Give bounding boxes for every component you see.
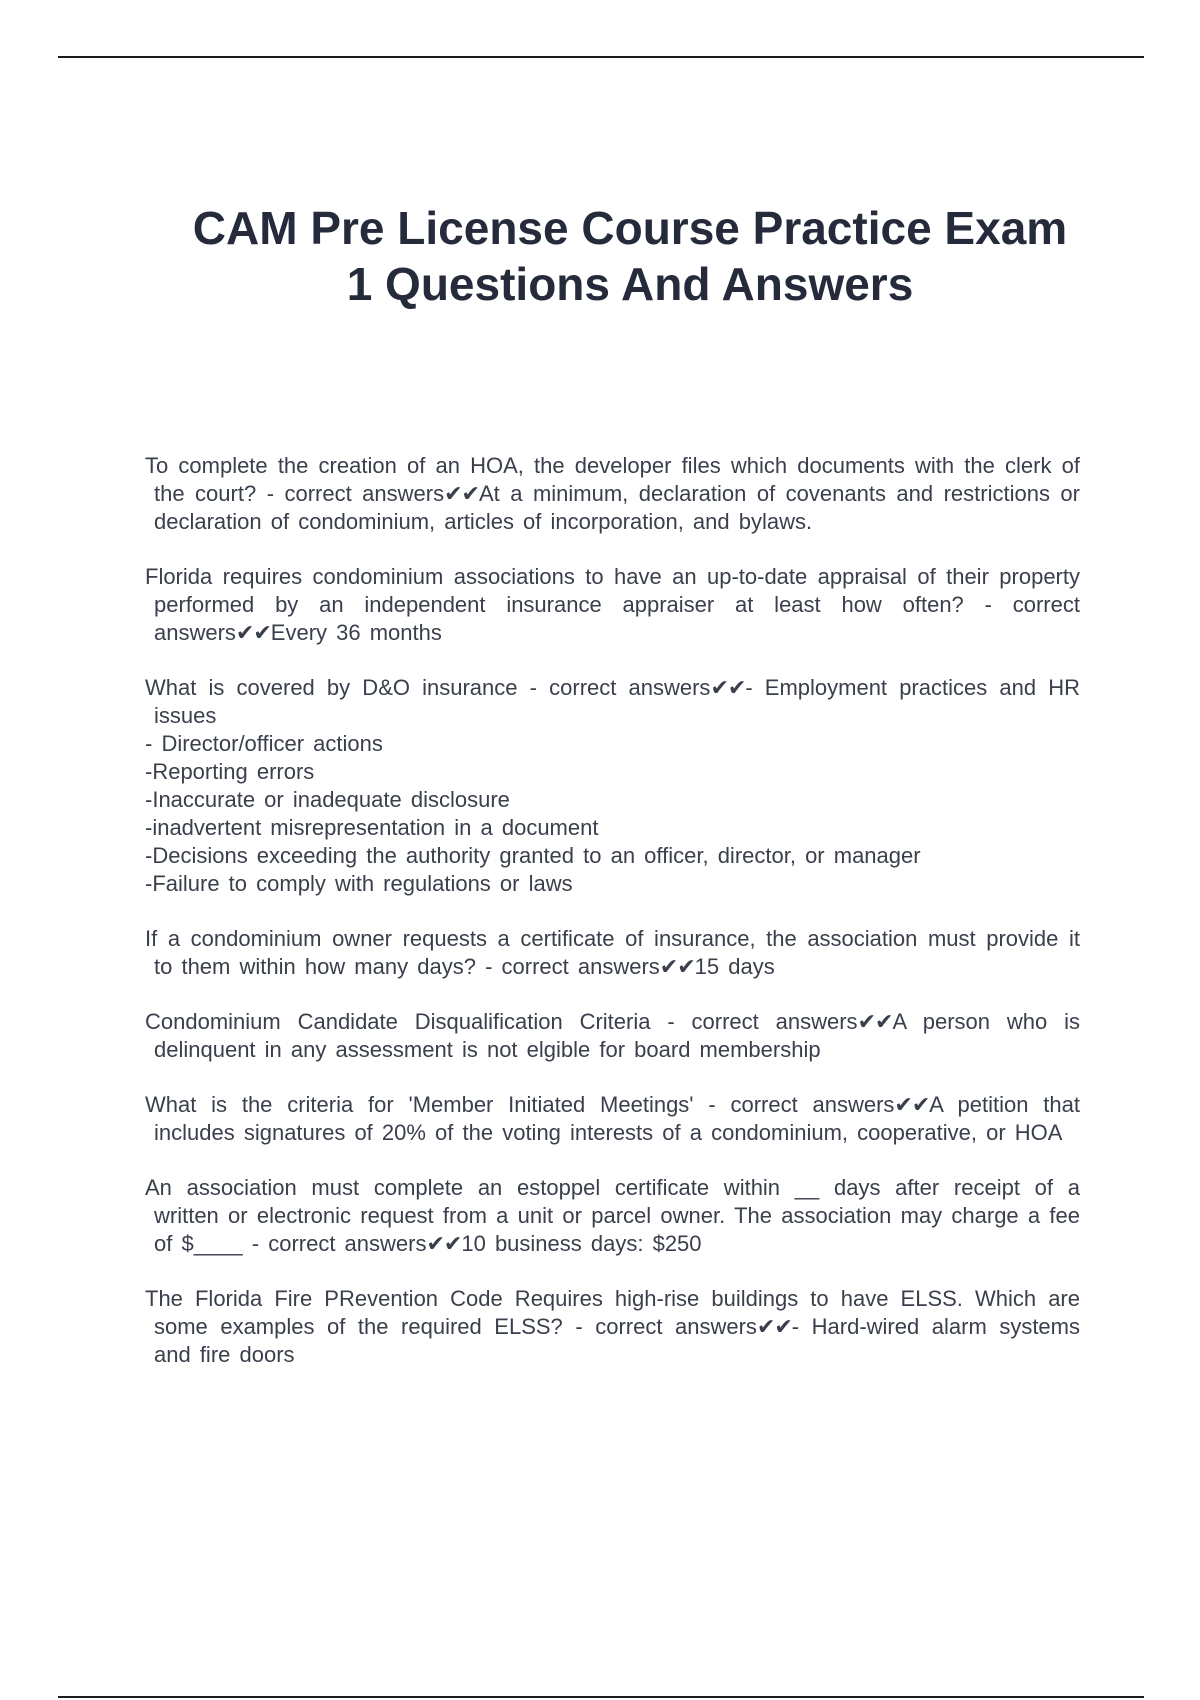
qa-item xyxy=(145,1174,1080,1258)
qa-item xyxy=(145,674,1080,898)
check-icon: ✔✔ xyxy=(235,620,271,645)
qa-item xyxy=(145,563,1080,647)
qa-item xyxy=(145,1285,1080,1369)
answer-marker: - correct answers xyxy=(251,1231,427,1256)
footer-rule xyxy=(58,1696,1144,1698)
qa-item xyxy=(145,452,1080,536)
check-icon: ✔✔ xyxy=(857,1009,893,1034)
answer-text: A person who is delinquent in any assessment is not elgible for board membership xyxy=(154,1009,1080,1062)
qa-paragraph xyxy=(145,1008,1080,1064)
answer-text: 10 business days: $250 xyxy=(461,1231,702,1256)
qa-paragraph xyxy=(145,674,1080,730)
answer-list-line: -Decisions exceeding the authority granted to an officer, director, or manager xyxy=(145,843,921,868)
qa-item xyxy=(145,925,1080,981)
check-icon: ✔✔ xyxy=(444,481,479,506)
qa-paragraph xyxy=(145,563,1080,647)
qa-list xyxy=(145,452,1080,1396)
answer-marker: - correct answers xyxy=(485,954,660,979)
question-text: An association must complete an estoppel certificate within __ days after receipt of a written or electronic request from a unit or parcel owner. The association may charge a fee of $____ xyxy=(145,1175,1080,1256)
page-title-line-1: CAM Pre License Course Practice Exam xyxy=(192,202,1068,254)
answer-marker: - correct answers xyxy=(154,592,1080,645)
answer-text: A petition that includes signatures of 20% of the voting interests of a condominium, cooperative, or HOA xyxy=(154,1092,1080,1145)
qa-paragraph xyxy=(145,925,1080,981)
check-icon: ✔✔ xyxy=(710,675,746,700)
answer-list-line: -Inaccurate or inadequate disclosure xyxy=(145,787,510,812)
answer-list-line: -inadvertent misrepresentation in a document xyxy=(145,815,599,840)
check-icon: ✔✔ xyxy=(659,954,695,979)
check-icon: ✔✔ xyxy=(756,1314,792,1339)
qa-item xyxy=(145,1091,1080,1147)
answer-list-line: - Director/officer actions xyxy=(145,731,383,756)
qa-item xyxy=(145,1008,1080,1064)
answer-text: Every 36 months xyxy=(270,620,442,645)
answer-list-line: -Reporting errors xyxy=(145,759,315,784)
question-text: Condominium Candidate Disqualification Criteria xyxy=(145,1009,651,1034)
check-icon: ✔✔ xyxy=(894,1092,930,1117)
qa-paragraph xyxy=(145,1285,1080,1369)
check-icon: ✔✔ xyxy=(426,1231,462,1256)
answer-list-line: -Failure to comply with regulations or laws xyxy=(145,871,573,896)
page-title xyxy=(130,200,1130,312)
qa-paragraph xyxy=(145,452,1080,536)
answer-marker: - correct answers xyxy=(575,1314,757,1339)
question-text: To complete the creation of an HOA, the developer files which documents with the clerk of the court? xyxy=(145,453,1080,506)
answer-text: At a minimum, declaration of covenants and restrictions or declaration of condominium, articles of incorporation, and bylaws. xyxy=(154,481,1080,534)
header-rule xyxy=(58,56,1144,58)
answer-text: 15 days xyxy=(694,954,775,979)
answer-text: - Hard-wired alarm systems and fire doors xyxy=(154,1314,1080,1367)
answer-marker: - correct answers xyxy=(667,1009,858,1034)
question-text: The Florida Fire PRevention Code Requires high-rise buildings to have ELSS. Which are some examples of the required ELSS? xyxy=(145,1286,1080,1339)
answer-marker: - correct answers xyxy=(529,675,711,700)
qa-paragraph xyxy=(145,1174,1080,1258)
question-text: What is the criteria for 'Member Initiated Meetings' xyxy=(145,1092,694,1117)
question-text: Florida requires condominium associations to have an up-to-date appraisal of their property performed by an independent insurance appraiser at least how often? xyxy=(145,564,1080,617)
answer-marker: - correct answers xyxy=(266,481,445,506)
qa-paragraph xyxy=(145,1091,1080,1147)
question-text: What is covered by D&O insurance xyxy=(145,675,518,700)
answer-marker: - correct answers xyxy=(708,1092,895,1117)
answer-text: - Employment practices and HR issues xyxy=(154,675,1080,728)
page-title-line-2: 1 Questions And Answers xyxy=(346,258,914,310)
question-text: If a condominium owner requests a certificate of insurance, the association must provide it to them within how many days? xyxy=(145,926,1080,979)
